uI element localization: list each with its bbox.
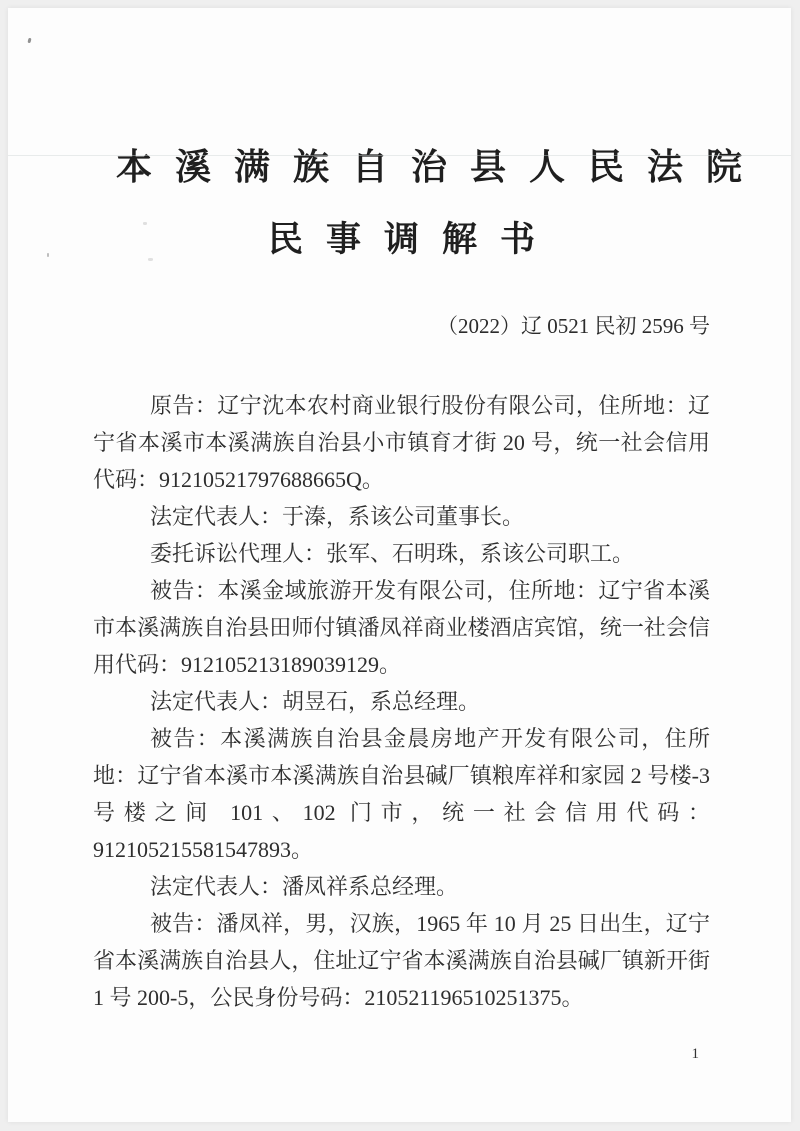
document-type-title: 民事调解书 <box>267 220 558 260</box>
paragraph-defendant-3: 被告：潘凤祥，男，汉族，1965 年 10 月 25 日出生，辽宁省本溪满族自治县人，住址辽宁省本溪满族自治县碱厂镇新开街 1 号 200-5，公民身份号码：210521196510251375。 <box>93 911 710 1011</box>
scan-speck-artifact <box>143 222 147 225</box>
paragraph-defendant-1: 被告：本溪金域旅游开发有限公司，住所地：辽宁省本溪市本溪满族自治县田师付镇潘凤祥商业楼酒店宾馆，统一社会信用代码：912105213189039129。 <box>93 578 710 678</box>
paragraph-defendant-2: 被告：本溪满族自治县金晨房地产开发有限公司，住所地：辽宁省本溪市本溪满族自治县碱厂镇粮库祥和家园 2 号楼-3 号楼之间 101、102 门市，统一社会信用代码：912105215581547893。 <box>93 726 710 863</box>
case-number: （2022）辽 0521 民初 2596 号 <box>437 314 710 339</box>
court-name-title: 本溪满族自治县人民法院 <box>116 147 766 187</box>
document-page <box>8 8 791 1122</box>
paragraph-legal-representative-3: 法定代表人：潘凤祥系总经理。 <box>150 874 459 900</box>
scan-streak-artifact <box>8 155 791 156</box>
page-number: 1 <box>691 1046 699 1062</box>
scan-speck-artifact <box>27 38 31 44</box>
paragraph-plaintiff: 原告：辽宁沈本农村商业银行股份有限公司，住所地：辽宁省本溪市本溪满族自治县小市镇育才街 20 号，统一社会信用代码：91210521797688665Q。 <box>93 393 710 493</box>
paragraph-legal-representative-2: 法定代表人：胡昱石，系总经理。 <box>150 689 481 715</box>
scan-speck-artifact <box>47 253 49 257</box>
scan-speck-artifact <box>148 258 153 261</box>
paragraph-legal-representative-1: 法定代表人：于溱，系该公司董事长。 <box>150 504 525 530</box>
paragraph-litigation-agents: 委托诉讼代理人：张军、石明珠，系该公司职工。 <box>150 541 635 567</box>
document-body <box>93 387 710 1016</box>
